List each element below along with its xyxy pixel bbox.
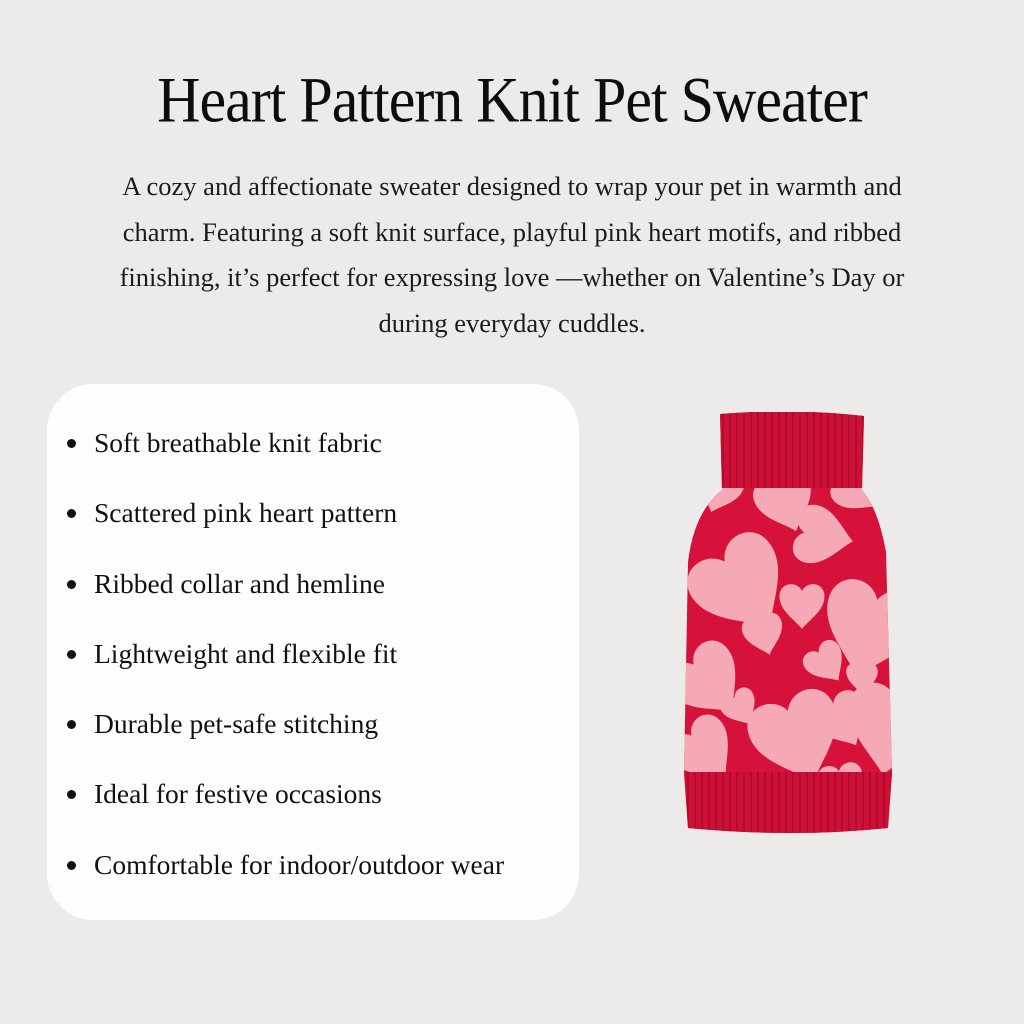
feature-item [47, 619, 579, 689]
features-list [47, 408, 579, 900]
features-panel [47, 384, 579, 920]
feature-item [47, 408, 579, 478]
feature-label: Ribbed collar and hemline [94, 567, 385, 599]
feature-item [47, 830, 579, 900]
bullet-icon [67, 509, 76, 518]
bullet-icon [67, 439, 76, 448]
bullet-icon [67, 650, 76, 659]
bullet-icon [67, 720, 76, 729]
page-title: Heart Pattern Knit Pet Sweater [157, 64, 867, 136]
product-description: A cozy and affectionate sweater designed to wrap your pet in warmth and charm. Featuring a soft knit surface, playful pink heart motifs, and ribbed finishing, it’s perfect for expressing love —whether on Valentine’s Day or during everyday cuddles. [119, 171, 905, 338]
feature-label: Comfortable for indoor/outdoor wear [94, 848, 505, 880]
product-image [682, 412, 894, 836]
feature-label: Ideal for festive occasions [94, 778, 382, 810]
sweater-illustration [682, 412, 894, 836]
feature-label: Durable pet-safe stitching [94, 708, 379, 740]
feature-label: Lightweight and flexible fit [94, 637, 398, 669]
feature-item [47, 689, 579, 759]
bullet-icon [67, 790, 76, 799]
feature-label: Soft breathable knit fabric [94, 427, 382, 458]
bullet-icon [67, 580, 76, 589]
feature-item [47, 759, 579, 829]
feature-item [47, 478, 579, 548]
bullet-icon [67, 861, 76, 870]
feature-label: Scattered pink heart pattern [94, 497, 398, 529]
feature-item [47, 549, 579, 619]
